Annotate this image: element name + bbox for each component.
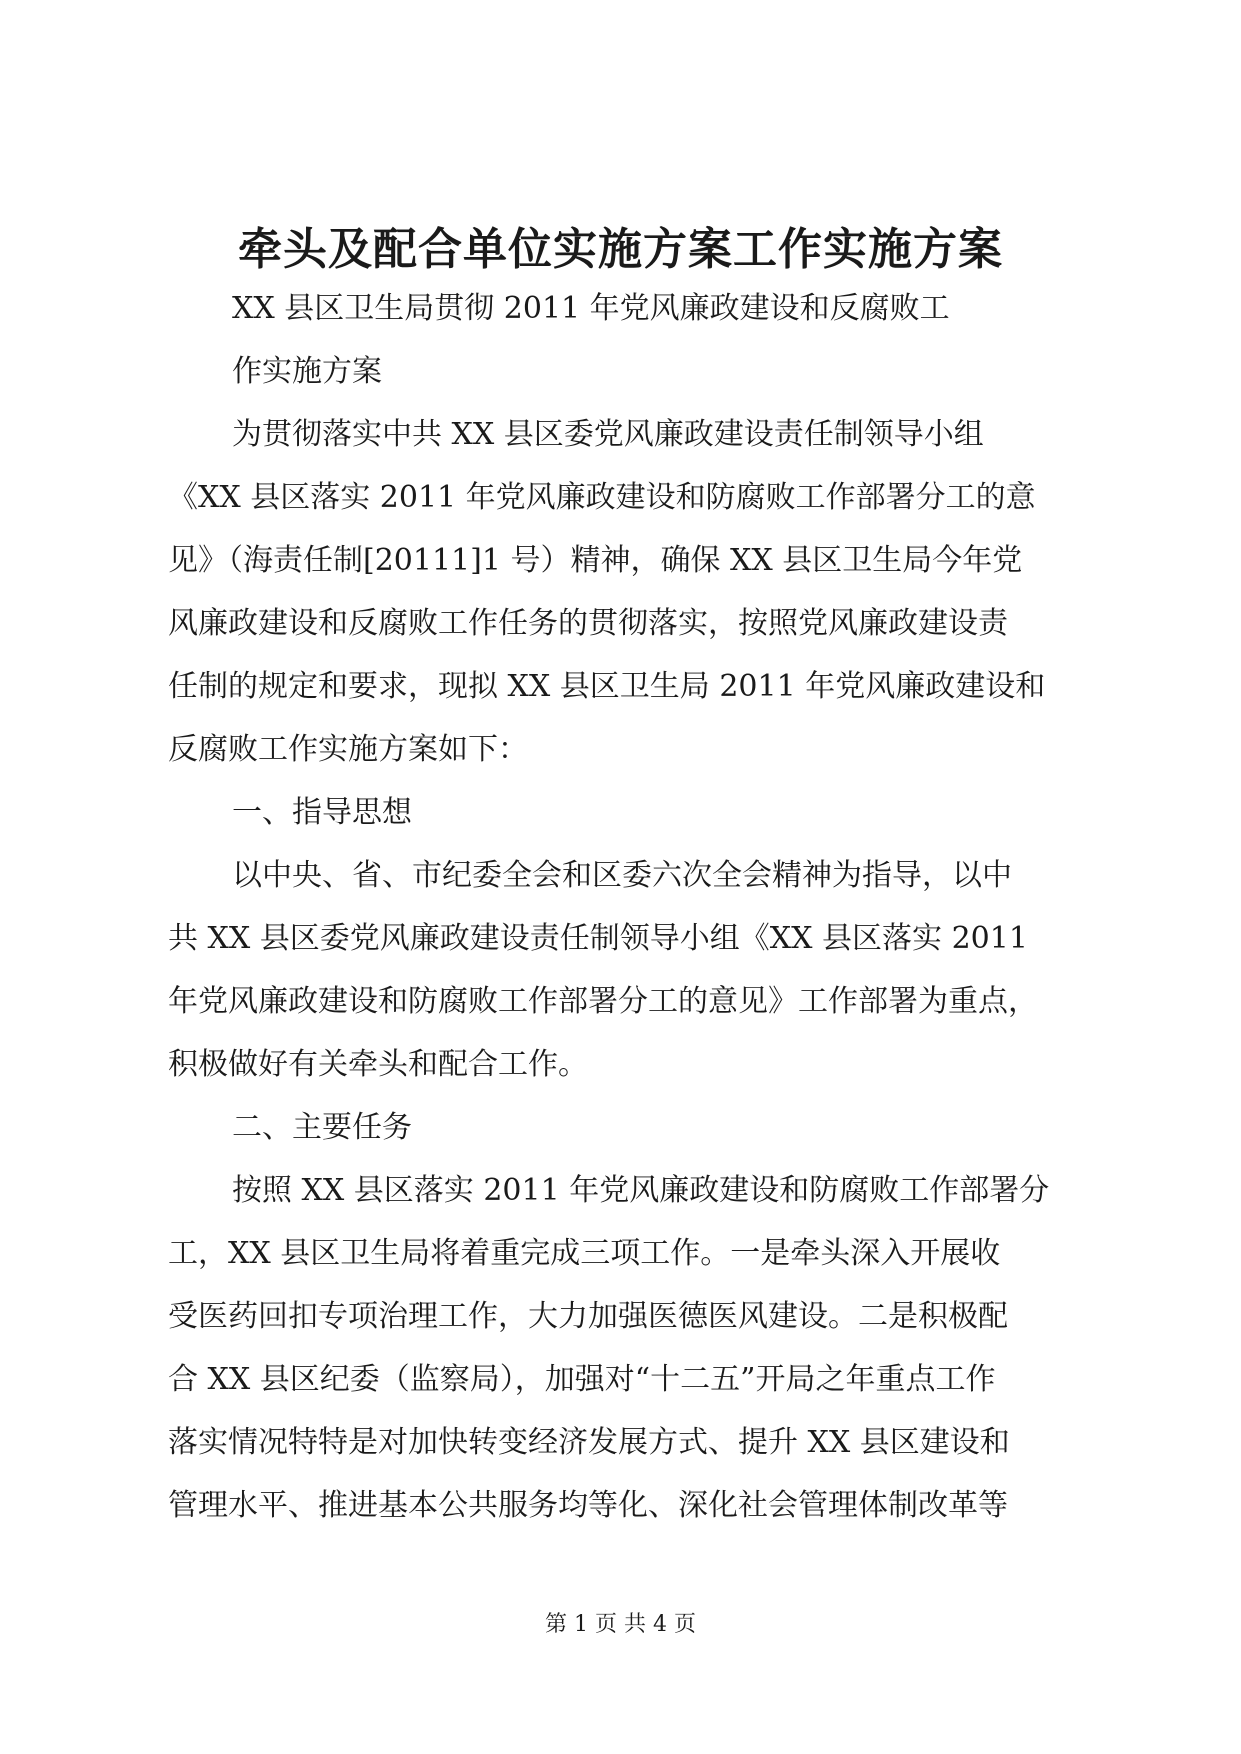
document-body [168,277,1088,1537]
body-line: 受医药回扣专项治理工作，大力加强医德医风建设。二是积极配 [168,1299,1008,1334]
body-line: 《XX 县区落实 2011 年党风廉政建设和防腐败工作部署分工的意 [168,480,1036,515]
body-line: 按照 XX 县区落实 2011 年党风廉政建设和防腐败工作部署分 [232,1173,1050,1208]
body-line: 反腐败工作实施方案如下： [168,732,528,767]
body-line: 任制的规定和要求，现拟 XX 县区卫生局 2011 年党风廉政建设和 [168,669,1046,704]
body-line: 积极做好有关牵头和配合工作。 [168,1047,588,1082]
body-line: 见》（海责任制[20111]1 号）精神，确保 XX 县区卫生局今年党 [168,543,1023,578]
section-heading: 二、主要任务 [232,1110,412,1145]
body-line: 共 XX 县区委党风廉政建设责任制领导小组《XX 县区落实 2011 [168,921,1028,956]
body-line: XX 县区卫生局贯彻 2011 年党风廉政建设和反腐败工 [232,291,950,326]
body-line: 年党风廉政建设和防腐败工作部署分工的意见》工作部署为重点， [168,984,1038,1019]
body-line: 作实施方案 [232,354,382,389]
body-line: 合 XX 县区纪委（监察局），加强对“十二五”开局之年重点工作 [168,1362,996,1397]
page-footer: 第 1 页 共 4 页 [545,1612,696,1637]
document-title: 牵头及配合单位实施方案工作实施方案 [238,224,1003,275]
body-line: 风廉政建设和反腐败工作任务的贯彻落实，按照党风廉政建设责 [168,606,1008,641]
section-heading: 一、指导思想 [232,795,412,830]
body-line: 工，XX 县区卫生局将着重完成三项工作。一是牵头深入开展收 [168,1236,1001,1271]
body-line: 管理水平、推进基本公共服务均等化、深化社会管理体制改革等 [168,1488,1008,1523]
body-line: 落实情况特特是对加快转变经济发展方式、提升 XX 县区建设和 [168,1425,1010,1460]
body-line: 为贯彻落实中共 XX 县区委党风廉政建设责任制领导小组 [232,417,984,452]
body-line: 以中央、省、市纪委全会和区委六次全会精神为指导，以中 [232,858,1012,893]
